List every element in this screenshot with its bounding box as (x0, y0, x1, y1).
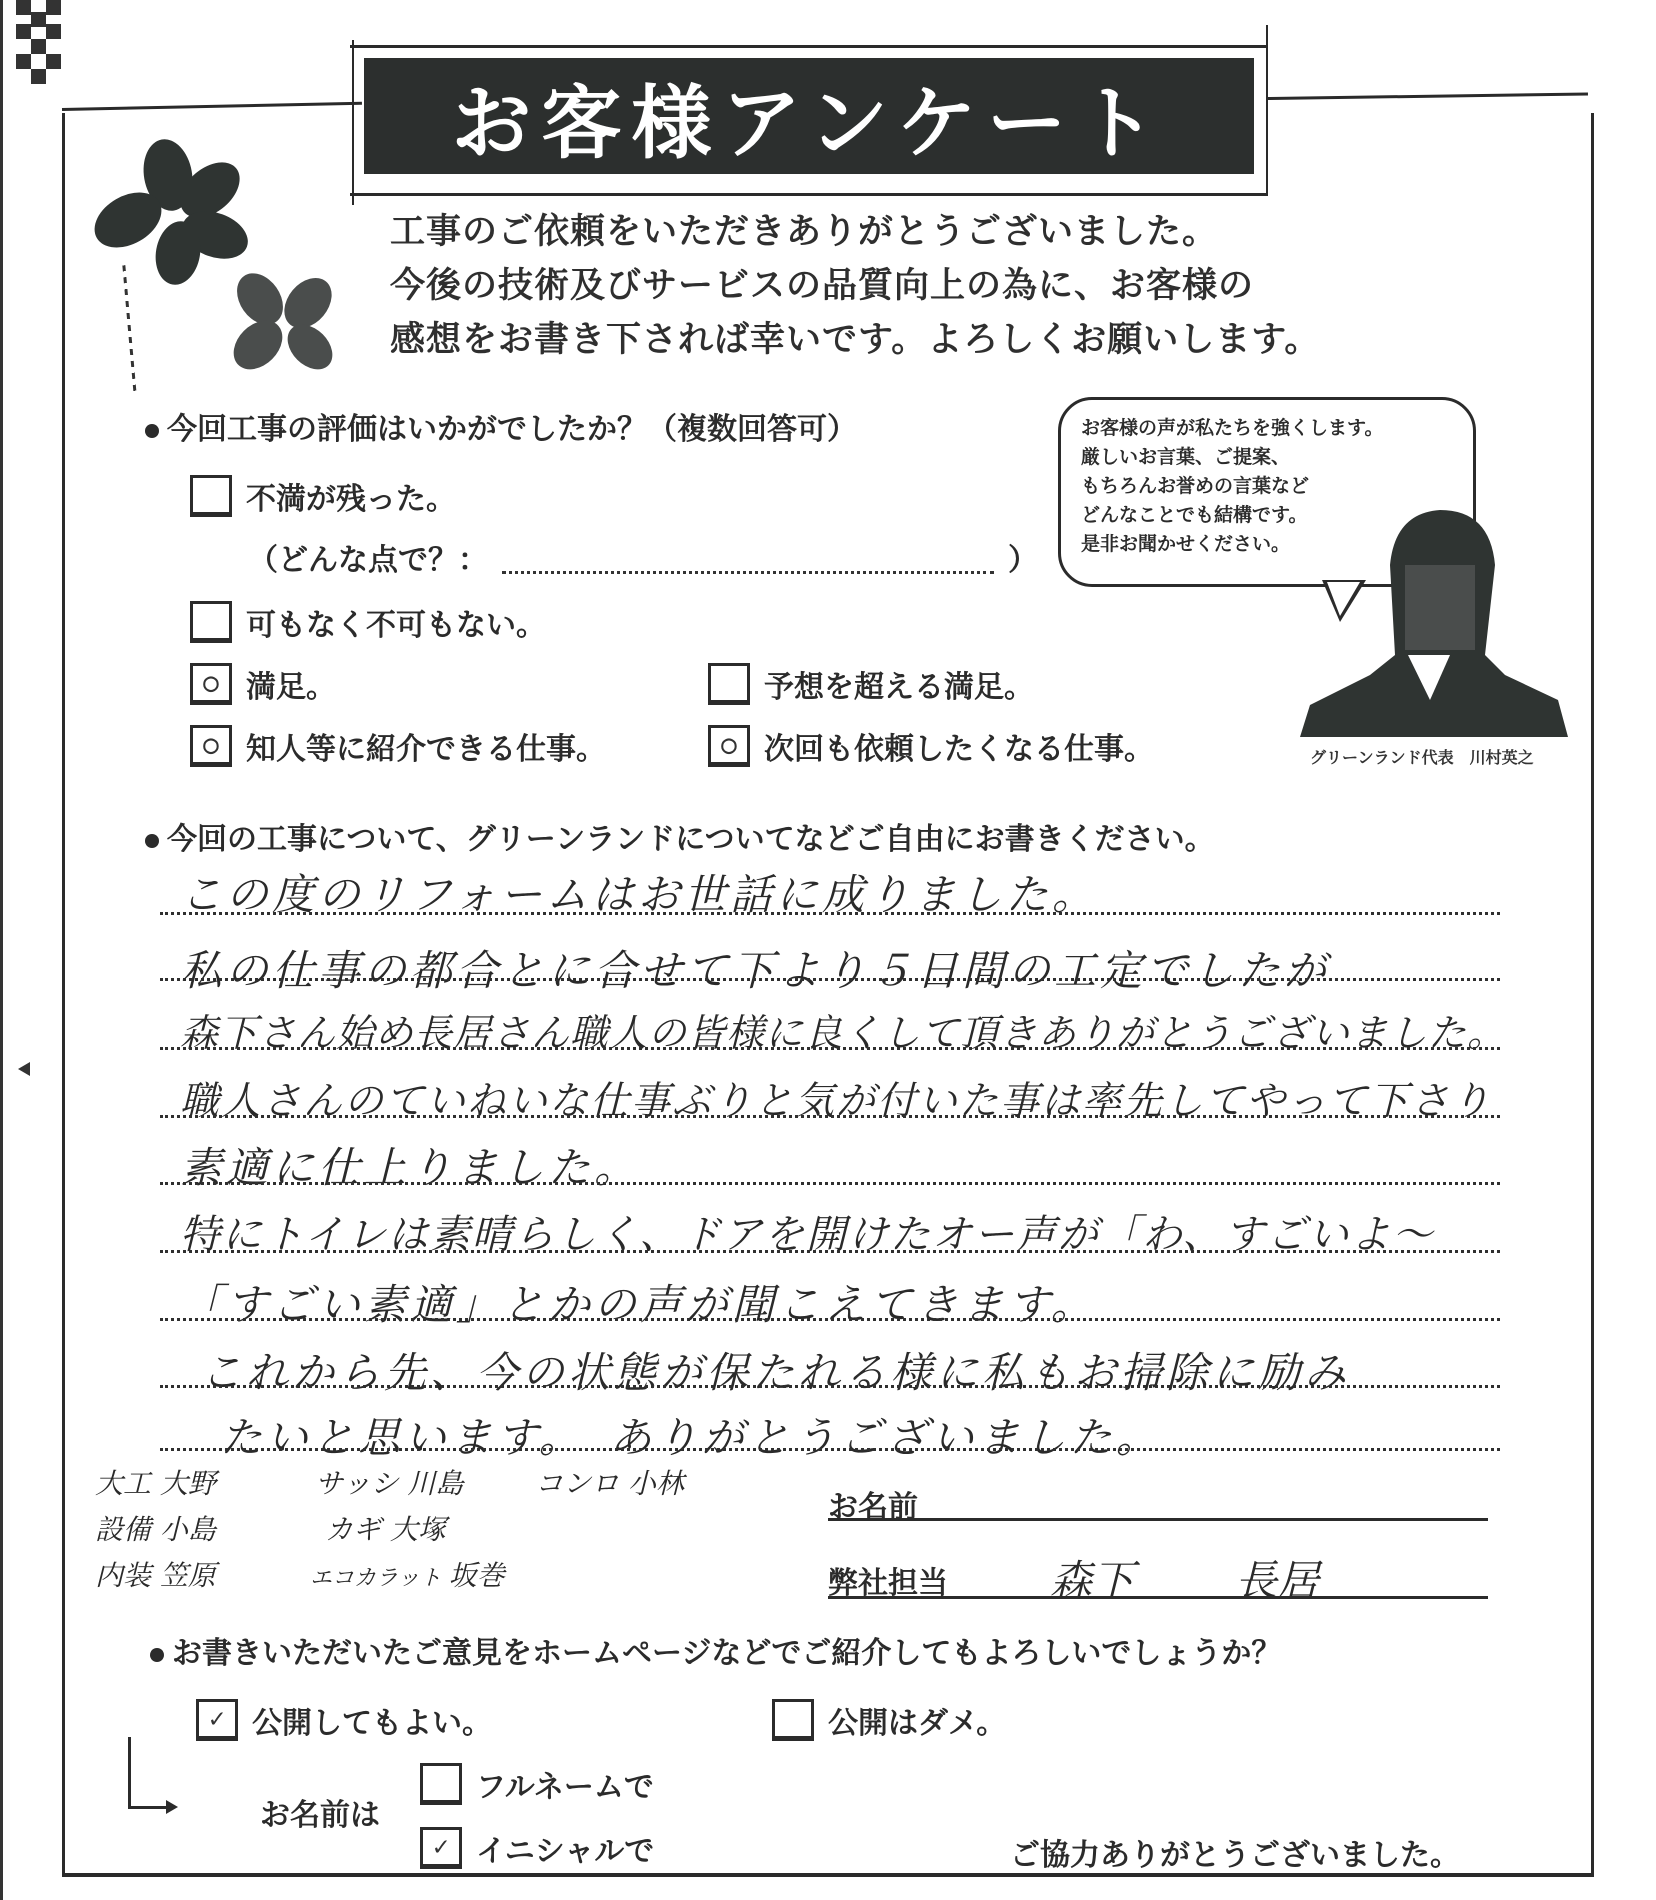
staff-entry: コンロ 小林 (535, 1467, 684, 1500)
comment-line: これから先、今の状態が保たれる様に私もお掃除に励み (200, 1348, 1351, 1397)
detail-close: ） (1008, 543, 1038, 578)
clover-icon (90, 135, 260, 285)
checkbox-checked[interactable]: ○ (708, 725, 750, 767)
q3-heading (150, 1628, 1281, 1672)
bubble-line: 是非お聞かせください。 (1081, 533, 1291, 555)
comment-rule (160, 1385, 1500, 1388)
checkbox-checked[interactable]: ✓ (420, 1827, 462, 1869)
thanks-text: ご協力ありがとうございました。 (1010, 1838, 1460, 1873)
bullet-icon (150, 1648, 164, 1662)
staff-label: 弊社担当 (828, 1566, 948, 1601)
detail-input[interactable] (502, 571, 994, 574)
staff-entry: エコカラット 坂巻 (310, 1559, 505, 1592)
staff-entry: サッシ 川島 (315, 1467, 464, 1500)
bubble-line: お客様の声が私たちを強くします。 (1081, 417, 1384, 439)
option-neutral[interactable] (190, 600, 546, 644)
connector-line (128, 1806, 168, 1809)
option-recommendable[interactable] (190, 724, 606, 768)
option-label: 可もなく不可もない。 (246, 608, 546, 643)
option-label: 不満が残った。 (246, 482, 456, 517)
option-label: フルネームで (476, 1770, 654, 1805)
staff-entry: 内装 笠原 (95, 1559, 216, 1592)
comment-rule (160, 1318, 1500, 1321)
staff-line (828, 1596, 1488, 1599)
checkbox-checked[interactable]: ○ (190, 663, 232, 705)
checkbox[interactable] (190, 601, 232, 643)
checkbox-checked[interactable]: ○ (190, 725, 232, 767)
option-label: 次回も依頼したくなる仕事。 (764, 732, 1154, 767)
option-label: 満足。 (246, 670, 336, 705)
intro-text (390, 205, 1320, 367)
comment-line: たいと思います。 ありがとうございました。 (220, 1413, 1162, 1462)
comment-rule (160, 1047, 1500, 1050)
staff-entry: 大工 大野 (95, 1467, 216, 1500)
bullet-icon (145, 424, 159, 438)
frame-top-left-rule (62, 102, 362, 111)
name-input[interactable] (828, 1518, 1488, 1521)
option-allow-publish[interactable] (196, 1698, 492, 1742)
option-label: 知人等に紹介できる仕事。 (246, 732, 606, 767)
comment-line: 私の仕事の都合とに合せて下より５日間の工定でしたが (180, 946, 1331, 995)
checkbox[interactable] (420, 1763, 462, 1805)
option-dissatisfied[interactable] (190, 474, 456, 518)
option-satisfied[interactable] (190, 662, 336, 706)
bubble-line: 厳しいお言葉、ご提案、 (1081, 446, 1291, 468)
comment-rule (160, 978, 1500, 981)
checkbox[interactable] (772, 1699, 814, 1741)
q1-heading (145, 404, 857, 448)
option-exceeded[interactable] (708, 662, 1034, 706)
margin-arrow-icon (18, 1062, 30, 1076)
checkbox-checked[interactable]: ✓ (196, 1699, 238, 1741)
intro-line: 今後の技術及びサービスの品質向上の為に、お客様の (390, 266, 1255, 306)
representative-caption: グリーンランド代表 川村英之 (1310, 748, 1534, 767)
staff-notes (95, 1462, 795, 1612)
option-initials[interactable] (420, 1826, 654, 1870)
comment-line: 特にトイレは素晴らしく、ドアを開けたオー声が「わ、すごいよ～ (180, 1212, 1435, 1258)
name-display-label: お名前は (260, 1798, 380, 1833)
staff-entry: カギ 大塚 (325, 1513, 446, 1546)
page-title: お客様アンケート (364, 58, 1254, 174)
title-rule (352, 40, 354, 205)
checker-pattern-icon (16, 0, 64, 86)
checkbox[interactable] (708, 663, 750, 705)
comment-rule (160, 1448, 1500, 1451)
option-rehire[interactable] (708, 724, 1154, 768)
title-rule (1266, 25, 1268, 195)
option-label: 公開してもよい。 (252, 1706, 492, 1741)
bullet-icon (145, 834, 159, 848)
q2-heading-text: 今回の工事について、グリーンランドについてなどご自由にお書きください。 (167, 822, 1215, 857)
checkbox[interactable] (190, 475, 232, 517)
connector-line (128, 1737, 131, 1807)
comment-line: 職人さんのていねいな仕事ぶりと気が付いた事は率先してやって下さり (180, 1079, 1493, 1124)
staff-value: 長居 (1235, 1556, 1320, 1605)
representative-portrait (1300, 505, 1568, 737)
name-label: お名前 (828, 1490, 918, 1525)
arrow-right-icon (166, 1800, 178, 1814)
bubble-line: もちろんお誉めの言葉など (1081, 475, 1310, 497)
staff-entry: 設備 小島 (95, 1513, 216, 1546)
intro-line: 感想をお書き下されば幸いです。よろしくお願いします。 (390, 320, 1321, 360)
comment-line: 「すごい素適」とかの声が聞こえてきます。 (180, 1280, 1097, 1329)
comment-rule (160, 1182, 1500, 1185)
intro-line: 工事のご依頼をいただきありがとうございました。 (390, 212, 1219, 252)
q1-heading-text: 今回工事の評価はいかがでしたか？（複数回答可） (167, 412, 857, 447)
comment-rule (160, 1250, 1500, 1253)
option-fullname[interactable] (420, 1762, 654, 1806)
q2-heading (145, 814, 1215, 858)
comment-line: 素適に仕上りました。 (180, 1143, 641, 1192)
staff-value: 森下 (1050, 1556, 1135, 1605)
frame-top-right-rule (1268, 93, 1588, 100)
comment-line: この度のリフォームはお世話に成りました。 (180, 870, 1098, 919)
option-label: 公開はダメ。 (828, 1706, 1007, 1741)
comment-rule (160, 1115, 1500, 1118)
option-deny-publish[interactable] (772, 1698, 1006, 1742)
option-label: 予想を超える満足。 (764, 670, 1034, 705)
comment-line: 森下さん始め長居さん職人の皆様に良くして頂きありがとうございました。 (180, 1011, 1507, 1055)
detail-prompt: （どんな点で？： (248, 543, 488, 578)
option-label: イニシャルで (476, 1834, 655, 1869)
scan-edge (0, 0, 3, 1900)
bubble-line: どんなことでも結構です。 (1081, 504, 1308, 526)
q3-heading-text: お書きいただいたご意見をホームページなどでご紹介してもよろしいでしょうか？ (172, 1636, 1282, 1671)
clover-small-icon (228, 265, 338, 380)
comment-rule (160, 912, 1500, 915)
dissatisfied-detail (248, 535, 1038, 579)
